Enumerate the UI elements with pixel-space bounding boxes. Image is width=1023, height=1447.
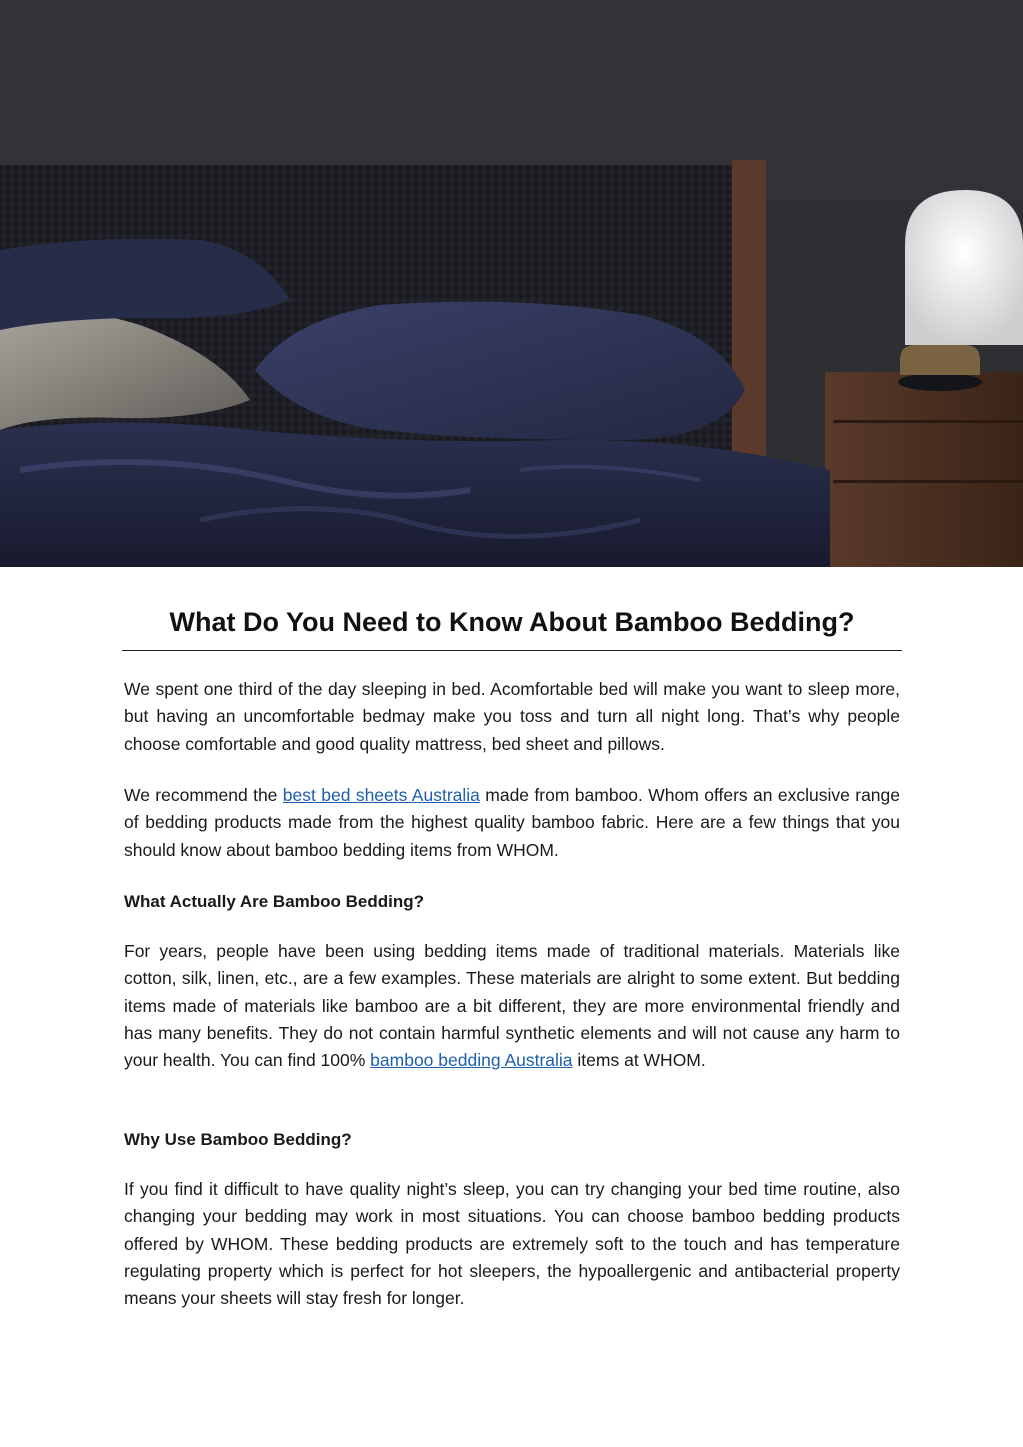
bamboo-bedding-link[interactable]: bamboo bedding Australia (370, 1050, 573, 1071)
section-heading-why-use: Why Use Bamboo Bedding? (124, 1130, 352, 1149)
article-title: What Do You Need to Know About Bamboo Bedding? (122, 600, 902, 651)
hero-bedroom-image (0, 0, 1023, 567)
recommendation-text-start: We recommend the (124, 785, 283, 805)
materials-paragraph (122, 938, 902, 1074)
materials-text-end: items at WHOM. (572, 1050, 706, 1071)
article (122, 600, 902, 1309)
intro-paragraph: We spent one third of the day sleeping in bed. Acomfortable bed will make you want to sleep more, but having an uncomfortable bedmay make you toss and turn all night long. That’s why people choose comfortable and good quality mattress, bed sheet and pillows. (124, 679, 900, 754)
bedroom-illustration (0, 0, 1023, 567)
benefits-paragraph: If you find it difficult to have quality night’s sleep, you can try changing your bed time routine, also changing your bedding may work in most situations. You can choose bamboo bedding products offered by WHOM. These bedding products are extremely soft to the touch and has temperature regulating property which is perfect for hot sleepers, the hypoallergenic and antibacterial property means your sheets will stay fresh for longer. (124, 1179, 900, 1309)
best-bed-sheets-link[interactable]: best bed sheets Australia (282, 785, 480, 805)
section-heading-what-are: What Actually Are Bamboo Bedding? (124, 892, 425, 911)
recommendation-text-end: made from bamboo. Whom offers an exclusive range of bedding products made from the highest quality bamboo fabric. Here are a few things that you should know about bamboo bedding items from WHOM. (124, 785, 900, 860)
recommendation-paragraph (122, 782, 902, 864)
materials-text-start: For years, people have been using bedding items made of traditional materials. Materials like cotton, silk, linen, etc., are a few examples. These materials are alright to some extent. But bedding items made of materials like bamboo are a bit different, they are more environmental friendly and has many benefits. They do not contain harmful synthetic elements and will not cause any harm to your health. You can find 100% (124, 941, 900, 1071)
